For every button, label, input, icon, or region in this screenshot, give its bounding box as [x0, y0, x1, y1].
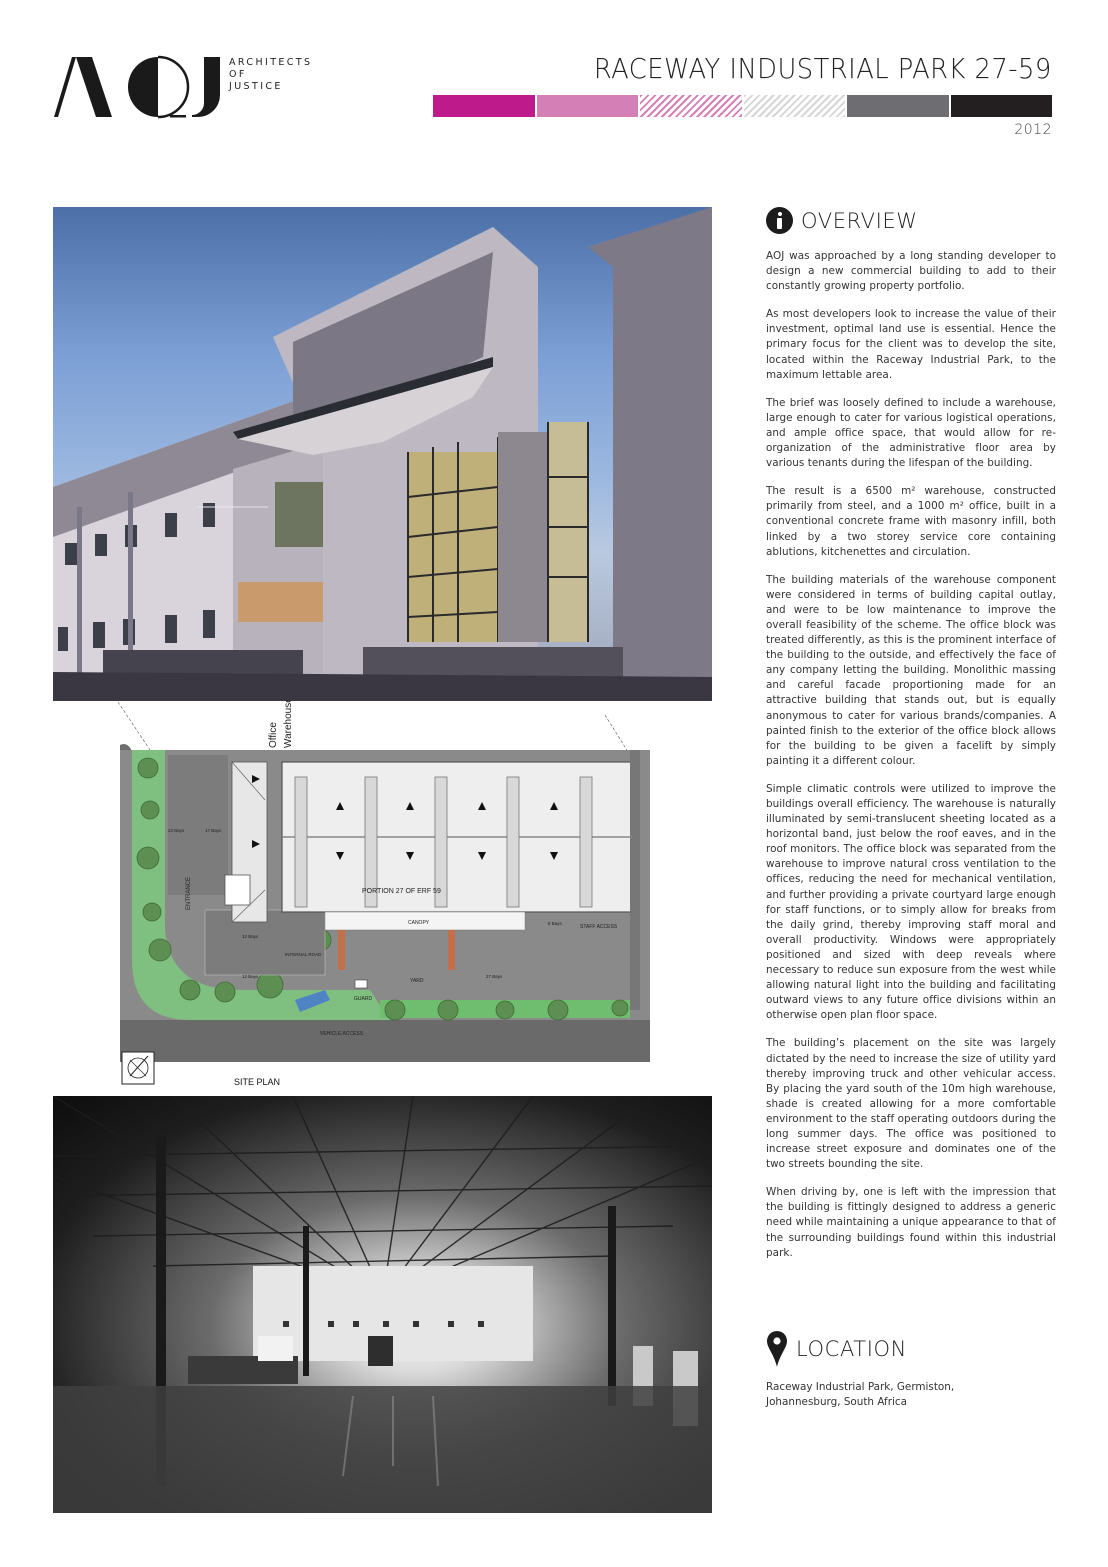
site-plan	[110, 700, 670, 1093]
swatch-magenta	[433, 95, 535, 117]
overview-paragraph: When driving by, one is left with the impression that the building is fittingly designed to address a generic need while maintaining a unique appearance to that of the surrounding buildings found within this industrial park.	[766, 1186, 1056, 1259]
overview-heading-label: OVERVIEW	[801, 208, 918, 233]
swatch-dark-grey	[847, 95, 949, 117]
location-address	[766, 1380, 1056, 1410]
svg-text:PORTION 27 OF ERF 59: PORTION 27 OF ERF 59	[362, 888, 441, 895]
color-palette-bar	[433, 95, 1052, 117]
overview-paragraph: The brief was loosely defined to include a warehouse, large enough to cater for various logistical operations, and ample office space, that would allow for re-organization of the administrative floor area by various tenants during the lifespan of the building.	[766, 396, 1056, 470]
svg-text:Warehouse: Warehouse	[283, 700, 294, 748]
overview-paragraph: AOJ was approached by a long standing developer to design a new commercial building to add to their constantly growing property portfolio.	[766, 250, 1056, 293]
svg-text:INTERNAL ROAD: INTERNAL ROAD	[285, 952, 322, 957]
site-plan-drawing	[110, 700, 670, 1093]
info-icon	[766, 207, 793, 234]
overview-paragraph: The building’s placement on the site was largely dictated by the need to increase the size of utility yard thereby improving truck and other vehicular access. By placing the yard south of the 10m high warehouse, shade is created allowing for a more comfortable environment to the staff operating outdoors during the long summer days. The office was positioned to increase street exposure and dominates one of the two streets bounding the site.	[766, 1037, 1056, 1171]
svg-text:YARD: YARD	[410, 978, 424, 984]
swatch-pink	[537, 95, 639, 117]
svg-text:Office: Office	[268, 722, 279, 748]
location-heading-label: LOCATION	[796, 1337, 907, 1361]
address-line: Johannesburg, South Africa	[766, 1396, 907, 1409]
svg-text:VEHICLE ACCESS: VEHICLE ACCESS	[320, 1031, 364, 1037]
svg-text:STAFF ACCESS: STAFF ACCESS	[580, 924, 618, 930]
svg-text:ENTRANCE: ENTRANCE	[186, 876, 192, 910]
project-year: 2012	[1014, 122, 1052, 138]
logo-line-justice: JUSTICE	[229, 81, 283, 92]
logo-wordmark	[229, 57, 312, 93]
project-title: RACEWAY INDUSTRIAL PARK 27-59	[594, 52, 1052, 85]
svg-text:17 Bays: 17 Bays	[205, 828, 222, 833]
svg-text:GUARD: GUARD	[354, 996, 373, 1002]
swatch-grey-striped	[744, 95, 846, 117]
svg-text:CANOPY: CANOPY	[408, 920, 430, 926]
svg-text:23 Bays: 23 Bays	[168, 828, 185, 833]
overview-paragraph: The result is a 6500 m² warehouse, constructed primarily from steel, and a 1000 m² office, built in a conventional concrete frame with masonry infill, both linked by a two storey service core containing ablutions, kitchenettes and circulation.	[766, 485, 1056, 558]
svg-text:12 Bays: 12 Bays	[242, 974, 259, 979]
svg-text:12 Bays: 12 Bays	[242, 934, 259, 939]
overview-heading	[766, 207, 918, 234]
warehouse-interior-photo	[53, 1096, 712, 1513]
aoj-logo	[54, 55, 324, 121]
address-line: Raceway Industrial Park, Germiston,	[766, 1381, 955, 1393]
location-heading	[766, 1330, 907, 1368]
exterior-photo	[53, 207, 712, 701]
overview-paragraph: The building materials of the warehouse component were considered in terms of building capital outlay, and were to be low maintenance to improve the overall feasibility of the scheme. The office block was treated differently, as this is the prominent interface of the building to the outside, and effectively the face of any company letting the building. Monolithic massing and careful facade proportioning made for an attractive building that stands out, but is equally anonymous to cater for various brands/companies. A painted finish to the exterior of the office block allows for the building to be given a facelift by simply painting it a different colour.	[766, 573, 1056, 767]
warehouse-interior-illustration	[53, 1096, 712, 1513]
logo-line-architects: ARCHITECTS	[229, 57, 313, 68]
logo-line-of: OF	[229, 69, 247, 80]
overview-body	[766, 249, 1056, 1274]
swatch-pink-striped	[640, 95, 742, 117]
aoj-logo-mark	[54, 55, 224, 121]
swatch-black	[951, 95, 1053, 117]
overview-paragraph: As most developers look to increase the value of their investment, optimal land use is essential. Hence the primary focus for the client was to develop the site, located within the Raceway Industrial Park, to the maximum lettable area.	[766, 308, 1056, 381]
building-exterior-illustration	[53, 207, 712, 701]
overview-paragraph: Simple climatic controls were utilized to improve the buildings overall efficiency. The warehouse is naturally illuminated by semi-translucent sheeting located as a horizontal band, just below the roof eaves, and in the roof monitors. The office block was separated from the warehouse to improve natural cross ventilation to the offices, reducing the need for mechanical ventilation, and further providing a private courtyard large enough for staff functions, or to simply allow for breaks from the daily grind, thereby improving staff moral and overall productivity. Windows were appropriately positioned and sized with deep reveals where necessary to reduce sun exposure from the west while allowing natural light into the building and facilitating outward views to any future office divisions within an otherwise open plan floor space.	[766, 782, 1056, 1022]
map-pin-icon	[766, 1330, 788, 1368]
svg-text:SITE PLAN: SITE PLAN	[234, 1077, 281, 1087]
svg-text:8 Bays: 8 Bays	[548, 921, 562, 926]
svg-text:27 Bays: 27 Bays	[486, 974, 503, 979]
